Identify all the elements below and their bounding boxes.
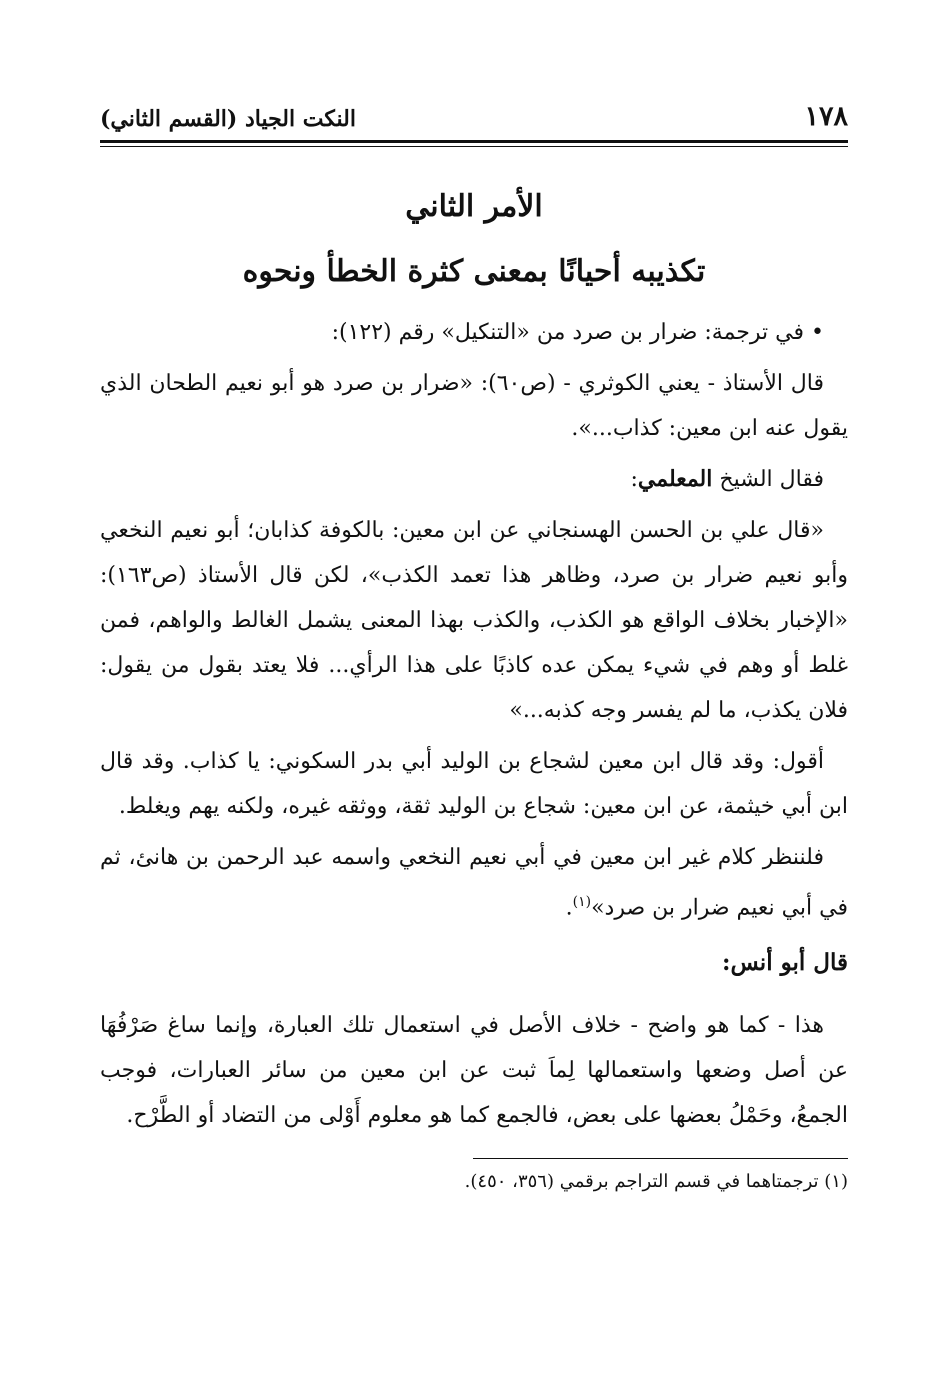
paragraph-3	[100, 457, 848, 502]
footnote-marker: (١)	[572, 894, 592, 910]
scholar-name: المعلمي	[637, 466, 713, 492]
paragraph-3-suffix: :	[630, 467, 638, 492]
running-title: النكت الجياد (القسم الثاني)	[100, 106, 356, 132]
header-rule-thin	[100, 146, 848, 147]
paragraph-7: هذا - كما هو واضح - خلاف الأصل في استعمال تلك العبارة، وإنما ساغ صَرْفُهَا عن أصل وضعها واستعمالها لِماَ ثبت عن ابن معين من سائر العبارات، فوجب الجمعُ، وحَمْلُ بعضها على بعض، فالجمع كما هو معلوم أَوْلى من التضاد أو الطَّرْح.	[100, 1013, 848, 1129]
section-subtitle: تكذيبه أحيانًا بمعنى كثرة الخطأ ونحوه	[242, 254, 706, 289]
paragraph-6-end: .	[565, 895, 573, 921]
paragraph-4: «قال علي بن الحسن الهسنجاني عن ابن معين: بالكوفة كذابان؛ أبو نعيم النخعي وأبو نعيم ضرار بن صرد، وظاهر هذا تعمد الكذب»، لكن قال الأستاذ (ص١٦٣): «الإخبار بخلاف الواقع هو الكذب، والكذب بهذا المعنى يشمل الغالط والواهم، فمن غلط أو وهم في شيء يمكن عده كاذبًا على هذا الرأي... فلا يعتد بقول من يقول: فلان يكذب، ما لم يفسر وجه كذبه...»	[100, 518, 848, 723]
paragraph-5: أقول: وقد قال ابن معين لشجاع بن الوليد أبي بدر السكوني: يا كذاب. وقد قال ابن أبي خيثمة، عن ابن معين: شجاع بن الوليد ثقة، ووثقه غيره، ولكنه يهم ويغلط.	[100, 749, 848, 819]
paragraph-2: قال الأستاذ - يعني الكوثري - (ص٦٠): «ضرار بن صرد هو أبو نعيم الطحان الذي يقول عنه ابن معين: كذاب...».	[100, 371, 848, 441]
footnote-separator	[473, 1158, 848, 1159]
page-header	[100, 92, 848, 132]
main-text	[100, 310, 848, 1138]
section-title: الأمر الثاني	[405, 189, 543, 224]
paragraph-1: • في ترجمة: ضرار بن صرد من «التنكيل» رقم (١٢٢):	[331, 320, 824, 345]
paragraph-6	[100, 835, 848, 930]
paragraph-6-text: فلننظر كلام غير ابن معين في أبي نعيم النخعي واسمه عبد الرحمن بن هانئ، ثم في أبي نعيم ضرار بن صرد»	[100, 845, 848, 921]
page-number: ١٧٨	[804, 101, 848, 132]
book-page	[100, 92, 848, 1199]
header-rule-thick	[100, 140, 848, 143]
section-label: قال أبو أنس:	[721, 949, 848, 977]
footnote-1: (١) ترجمتاهما في قسم التراجم برقمي (٣٥٦، ٤٥٠).	[464, 1171, 848, 1193]
paragraph-3-prefix: فقال الشيخ	[712, 467, 824, 492]
